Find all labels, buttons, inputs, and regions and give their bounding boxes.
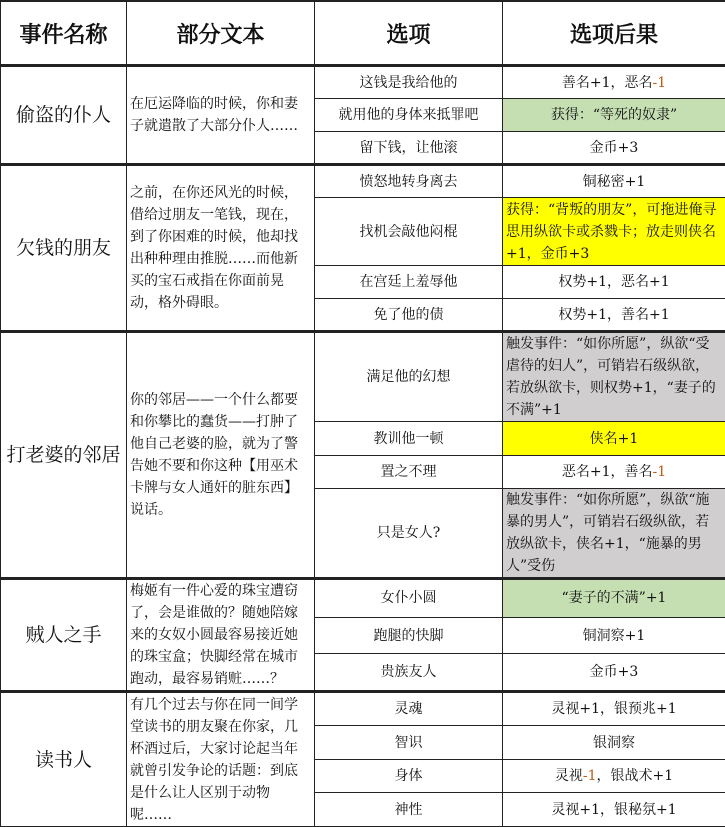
- option-label: 愤怒地转身离去: [315, 165, 503, 198]
- option-result: [503, 422, 725, 456]
- option-label: 智识: [315, 726, 503, 760]
- negative-value: -1: [653, 75, 667, 91]
- option-result: [503, 132, 725, 165]
- result-text: 善名+1，恶名: [562, 75, 653, 91]
- option-result: [503, 165, 725, 198]
- result-text: 权势+1，恶名+1: [558, 274, 669, 290]
- result-text: 灵视: [555, 768, 583, 784]
- event-text: 梅姬有一件心爱的珠宝遭窃了，会是谁做的？随她陪嫁来的女奴小圆最容易接近她的珠宝盒；快脚经常在城市跑动，最容易销赃……？: [127, 579, 315, 692]
- option-result: [503, 66, 725, 99]
- result-text: 触发事件：“如你所愿”，纵欲“受虐待的妇人”，可销岩石级纵欲，若放纵欲卡，则权势+1，“妻子的不满”+1: [506, 336, 716, 418]
- option-label: 身体: [315, 760, 503, 793]
- result-text: 侠名+1: [590, 431, 639, 447]
- option-label: 留下钱，让他滚: [315, 132, 503, 165]
- option-result: [503, 692, 725, 726]
- result-text: 获得：“等死的奴隶”: [551, 107, 677, 123]
- event-name: 打老婆的邻居: [1, 332, 127, 579]
- header-event-name: 事件名称: [1, 1, 127, 66]
- result-text: 触发事件：“如你所愿”，纵欲“施暴的男人”，可销岩石级纵欲，若放纵欲卡，侠名+1，“施暴的男人”受伤: [506, 492, 709, 574]
- event-text: 你的邻居——一个什么都要和你攀比的蠢货——打肿了他自己老婆的脸，就为了警告她不要和你这种【用巫术卡牌与女人通奸的脏东西】说话。: [127, 332, 315, 579]
- option-result: [503, 266, 725, 299]
- table-row: [1, 692, 725, 726]
- negative-value: -1: [653, 464, 667, 480]
- result-text: 银洞察: [593, 735, 635, 751]
- option-label: 这钱是我给他的: [315, 66, 503, 99]
- option-result: [503, 654, 725, 692]
- event-text: 在厄运降临的时候，你和妻子就遣散了大部分仆人……: [127, 66, 315, 165]
- option-label: 贵族友人: [315, 654, 503, 692]
- table-row: [1, 165, 725, 198]
- option-result: [503, 726, 725, 760]
- result-text: 获得：“背叛的朋友”，可拖进俺寻思用纵欲卡或杀戮卡；放走则侠名+1，金币+3: [506, 202, 716, 262]
- event-text: 之前，在你还风光的时候，借给过朋友一笔钱，现在，到了你困难的时候，他却找出种种理由推脱……而他新买的宝石戒指在你面前晃动，格外碍眼。: [127, 165, 315, 332]
- negative-value: -1: [583, 768, 597, 784]
- table-row: [1, 66, 725, 99]
- option-label: 满足他的幻想: [315, 332, 503, 422]
- option-label: 只是女人?: [315, 489, 503, 579]
- option-result: [503, 617, 725, 654]
- option-label: 灵魂: [315, 692, 503, 726]
- option-label: 找机会敲他闷棍: [315, 198, 503, 266]
- header-row: [1, 1, 725, 66]
- table-row: [1, 332, 725, 422]
- option-label: 跑腿的快脚: [315, 617, 503, 654]
- result-text: 灵视+1，银秘氛+1: [551, 802, 676, 818]
- option-result: [503, 456, 725, 489]
- option-label: 在宫廷上羞辱他: [315, 266, 503, 299]
- option-label: 神性: [315, 793, 503, 827]
- event-text: 有几个过去与你在同一间学堂读书的朋友聚在你家，几杯酒过后，大家讨论起当年就曾引发争论的话题：到底是什么让人区别于动物呢……: [127, 692, 315, 827]
- result-text: 恶名+1，善名: [562, 464, 653, 480]
- result-text: 金币+3: [590, 140, 639, 156]
- result-text: 铜秘密+1: [583, 174, 646, 190]
- option-result: [503, 198, 725, 266]
- option-result: [503, 760, 725, 793]
- header-options: 选项: [315, 1, 503, 66]
- event-name: 偷盗的仆人: [1, 66, 127, 165]
- option-label: 置之不理: [315, 456, 503, 489]
- option-result: [503, 579, 725, 618]
- result-text: 灵视+1，银预兆+1: [551, 701, 676, 717]
- result-text: 权势+1，善名+1: [558, 307, 669, 323]
- result-text: 金币+3: [590, 664, 639, 680]
- result-text: “妻子的不满”+1: [562, 590, 667, 606]
- option-label: 女仆小圆: [315, 579, 503, 618]
- option-label: 教训他一顿: [315, 422, 503, 456]
- option-label: 就用他的身体来抵罪吧: [315, 99, 503, 132]
- result-text: 铜洞察+1: [583, 628, 646, 644]
- header-text: 部分文本: [127, 1, 315, 66]
- event-name: 欠钱的朋友: [1, 165, 127, 332]
- option-result: [503, 299, 725, 332]
- option-result: [503, 332, 725, 422]
- option-result: [503, 793, 725, 827]
- event-name: 读书人: [1, 692, 127, 827]
- option-label: 免了他的债: [315, 299, 503, 332]
- result-text: ，银战术+1: [597, 768, 674, 784]
- table-row: [1, 579, 725, 618]
- event-name: 贼人之手: [1, 579, 127, 692]
- option-result: [503, 489, 725, 579]
- option-result: [503, 99, 725, 132]
- header-results: 选项后果: [503, 1, 725, 66]
